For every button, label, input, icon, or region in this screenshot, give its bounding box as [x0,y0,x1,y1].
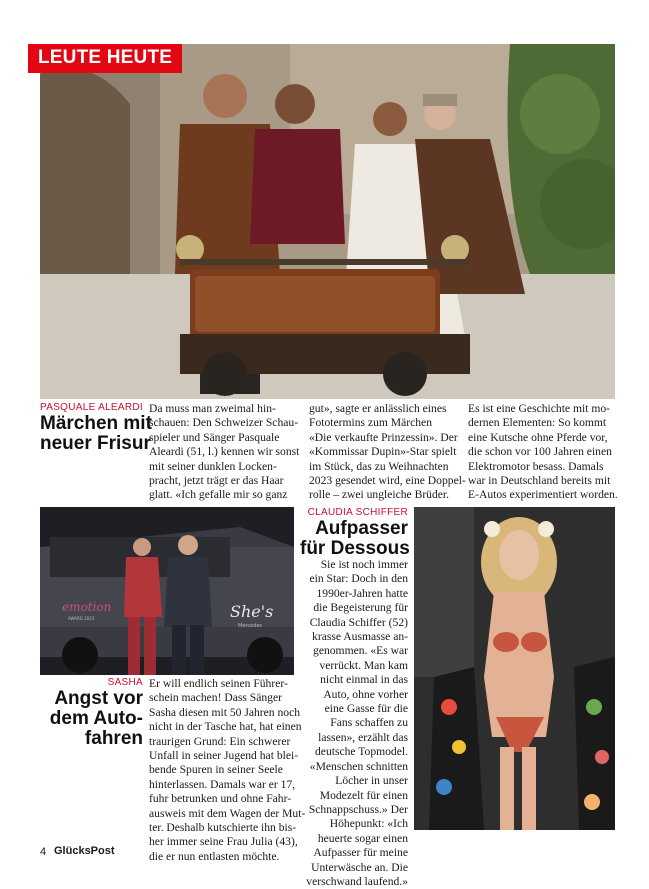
body-line: bende Spuren in seiner Seele [149,763,283,777]
story3-body [300,558,408,889]
body-line: gut», sagte er anlässlich eines [309,402,447,415]
story2-headline-line: Angst vor [54,688,143,709]
body-line: Elektromotor besass. Damals [468,459,604,473]
story3-kicker: CLAUDIA SCHIFFER [307,507,408,518]
story1-headline [40,413,152,454]
section-label: LEUTE HEUTE [28,44,182,73]
body-line: Sie ist noch immer [320,558,408,571]
body-line: Höhepunkt: «Ich [329,817,408,831]
body-line: genommen. «Es war [313,644,408,658]
body-line: schein machen! Dass Sänger [149,691,282,705]
body-line: 1990er-Jahren hatte [316,586,408,600]
photo-cast-illustration [40,44,615,399]
story1-body-col3 [468,402,618,503]
body-line: 2023 gesendet wird, eine Doppel- [309,474,466,488]
body-line: schauen: Den Schweizer Schau- [149,416,299,430]
body-line: die Begeisterung für [313,601,408,615]
body-line: fuhr betrunken und ohne Fahr- [149,792,292,806]
body-line: eine Gasse für die [324,702,408,716]
body-line: Er will endlich seinen Führer- [149,677,288,690]
body-line: traurigen Grund: Ein schwerer [149,734,291,748]
body-line: war in Deutschland bereits mit [468,474,611,488]
story3-headline-line: Aufpasser [315,518,408,539]
story1-body-col1 [149,402,299,503]
body-line: Modezelt für einen [319,788,408,802]
story3-headline [300,519,408,559]
body-line: ein Star: Doch in den [309,572,408,586]
body-line: Fototermins zum Märchen [309,416,432,430]
body-line: Unfall in seiner Jugend hat blei- [149,749,299,763]
body-line: «Die verkaufte Prinzessin». Der [309,430,458,444]
story2-headline-line: fahren [84,728,143,749]
body-line: hinterlassen. Damals war er 17, [149,777,296,791]
body-line: Claudia Schiffer (52) [309,615,408,629]
photo-sasha-couple [40,507,294,675]
body-line: Aufpasser für meine [313,846,408,860]
photo-claudia-illustration [414,507,615,830]
story3-headline-line: für Dessous [300,538,410,559]
body-line: Aleardi (51, l.) kennen wir sonst [149,445,300,459]
body-line: die schon vor 100 Jahren einen [468,445,612,459]
car-script-text: She's [230,602,274,621]
body-line: verschwand laufend.» [306,874,408,888]
body-line: Auto, ohne vorher [323,687,408,701]
body-line: ausweis mit dem Wagen der Mut- [149,806,306,820]
body-line: «Kommissar Dupin»-Star spielt [309,445,457,459]
body-line: heuerte sogar einen [317,831,408,845]
body-line: die er nun entlasten möchte. [149,849,280,863]
story1-body-col2 [309,402,466,503]
body-line: Fans schaffen zu [330,716,408,730]
photo-cast-vintage-car [40,44,615,399]
photo-claudia-runway [414,507,615,830]
body-line: krasse Ausmasse an- [312,630,408,644]
body-line: Sasha diesen mit 50 Jahren noch [149,705,301,719]
body-line: eine Kutsche ohne Pferde vor, [468,430,608,444]
story2-body [149,677,309,864]
body-line: E-Autos experimentiert worden. [468,488,618,502]
body-line: mit seiner dunklen Locken- [149,459,277,473]
body-line: Löcher in unser [335,774,408,788]
page-number: 4 [40,846,47,858]
photo-sasha-illustration [40,507,294,675]
body-line: pracht, jetzt trägt er das Haar [149,474,284,488]
body-line: Unterwäsche an. Die [311,860,408,874]
body-line: «Menschen schnitten [309,759,408,773]
body-line: verrückt. Man kam [319,658,408,672]
body-line: im Stück, das zu Weihnachten [309,459,449,473]
body-line: nicht einmal in das [320,673,408,687]
body-line: Schnappschuss.» Der [308,802,408,816]
story1-headline-line: Märchen mit [40,413,152,434]
body-line: her immer seine Frau Julia (43), [149,835,298,849]
body-line: lassen», erzählt das [318,730,408,744]
body-line: glatt. «Ich gefalle mir so ganz [149,488,288,502]
story2-headline-line: dem Auto- [49,708,143,729]
body-line: ter. Deshalb kutschierte ihn bis- [149,821,297,835]
story2-kicker: SASHA [107,677,143,688]
body-line: Da muss man zweimal hin- [149,402,276,415]
body-line: nicht in der Tasche hat, hat einen [149,720,302,734]
body-line: Es ist eine Geschichte mit mo- [468,402,610,415]
body-line: rolle – zwei ungleiche Brüder. [309,488,450,502]
body-line: spieler und Sänger Pasquale [149,430,280,444]
story1-headline-line: neuer Frisur [40,433,151,454]
publication-name: GlücksPost [54,845,115,857]
story2-headline [40,689,143,749]
story1-kicker: PASQUALE ALEARDI [40,402,143,413]
car-logo-text: emotion [62,600,112,614]
body-line: dernen Elementen: So kommt [468,416,607,430]
car-logo-subtext: AWARD 2023 [68,616,95,621]
body-line: deutsche Topmodel. [315,745,408,759]
car-script-subtext: Mercedes [238,623,263,629]
